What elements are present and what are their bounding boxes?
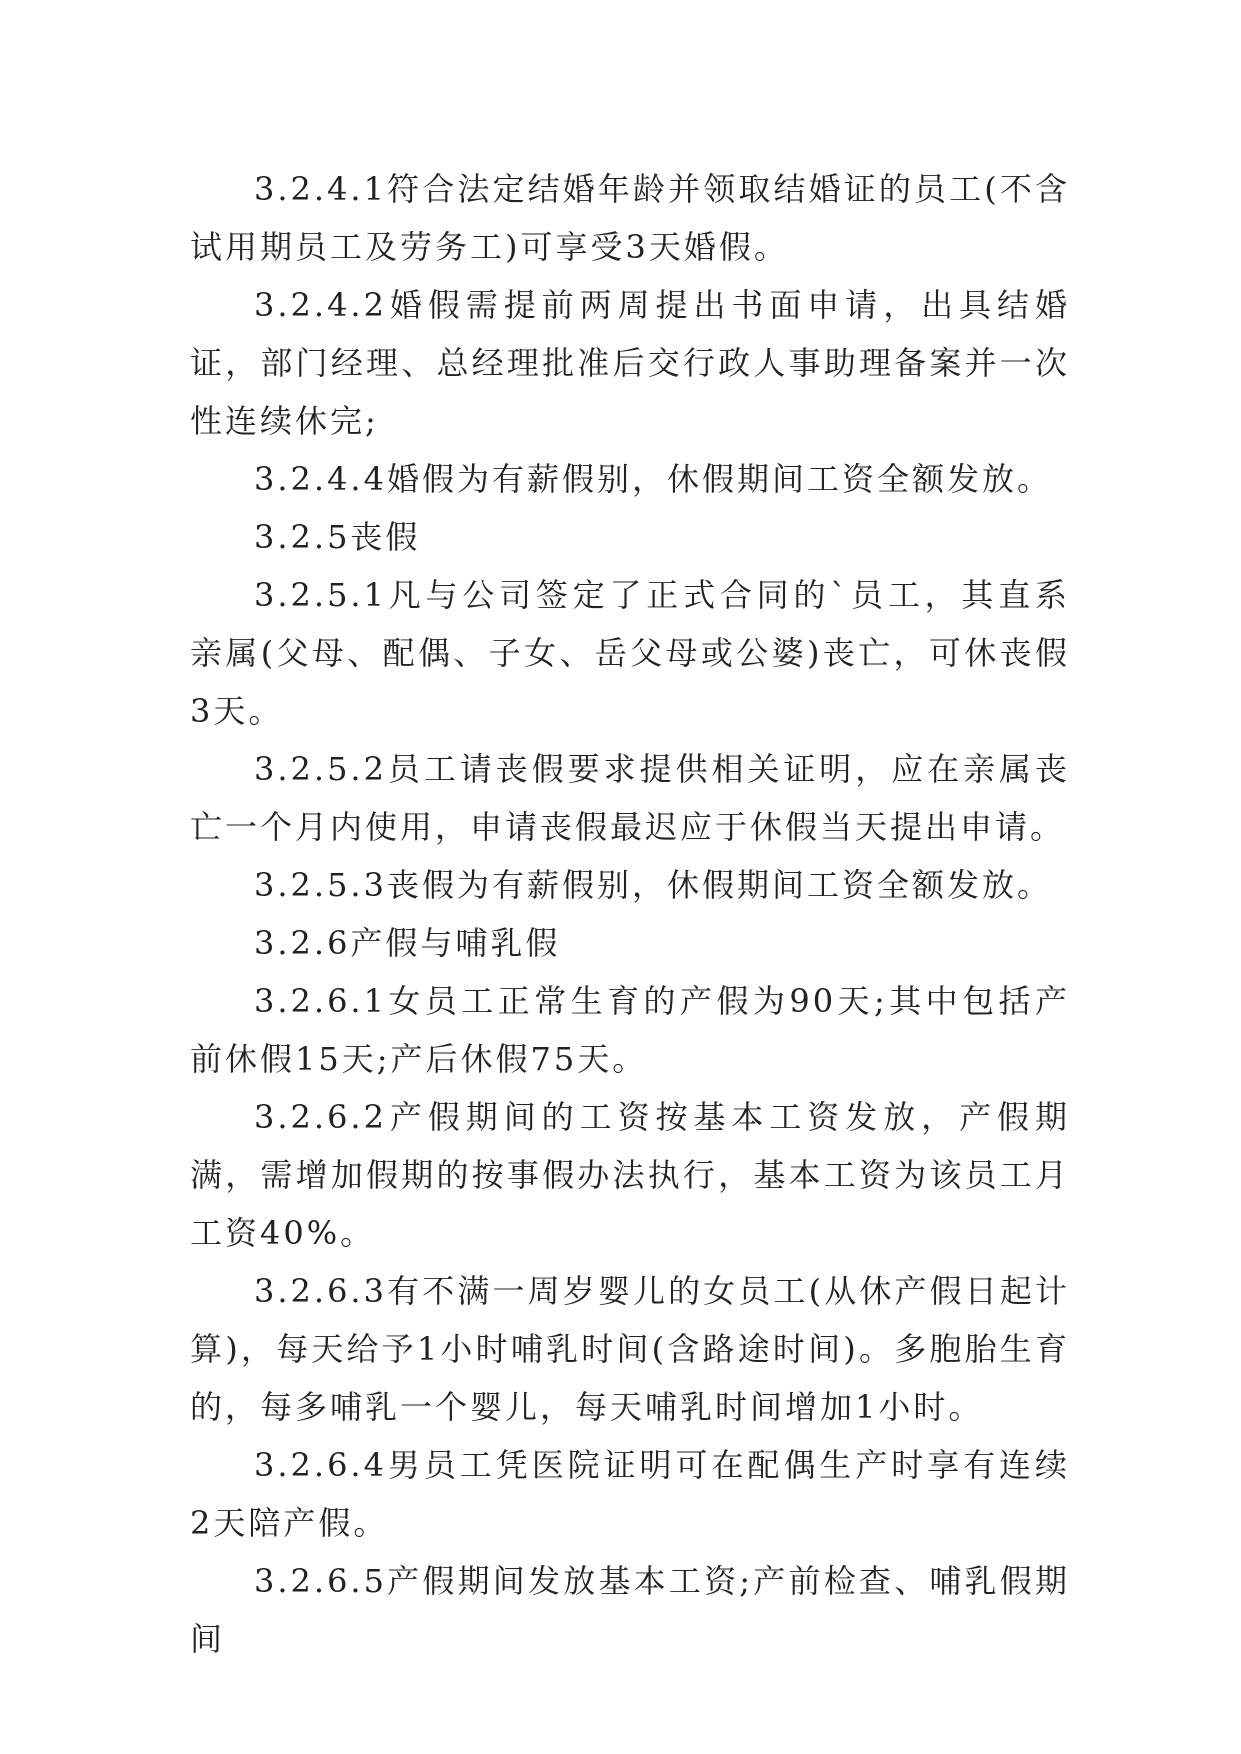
paragraph-3-2-4-2: 3.2.4.2婚假需提前两周提出书面申请，出具结婚证，部门经理、总经理批准后交行政人事助理备案并一次性连续休完; bbox=[190, 286, 1070, 440]
paragraph-3-2-5-3: 3.2.5.3丧假为有薪假别，休假期间工资全额发放。 bbox=[254, 866, 1052, 904]
document-body bbox=[190, 160, 1070, 1668]
paragraph-3-2-6-4: 3.2.6.4男员工凭医院证明可在配偶生产时享有连续2天陪产假。 bbox=[190, 1446, 1070, 1542]
paragraph-3-2-4-1: 3.2.4.1符合法定结婚年龄并领取结婚证的员工(不含试用期员工及劳务工)可享受3天婚假。 bbox=[190, 170, 1070, 266]
paragraph-3-2-6-2: 3.2.6.2产假期间的工资按基本工资发放，产假期满，需增加假期的按事假办法执行，基本工资为该员工月工资40%。 bbox=[190, 1098, 1070, 1252]
paragraph-3-2-6-1: 3.2.6.1女员工正常生育的产假为90天;其中包括产前休假15天;产后休假75天。 bbox=[190, 982, 1070, 1078]
paragraph-3-2-6-3: 3.2.6.3有不满一周岁婴儿的女员工(从休产假日起计算)，每天给予1小时哺乳时间(含路途时间)。多胞胎生育的，每多哺乳一个婴儿，每天哺乳时间增加1小时。 bbox=[190, 1272, 1070, 1426]
section-heading-3-2-5: 3.2.5丧假 bbox=[254, 518, 421, 556]
paragraph-3-2-6-5: 3.2.6.5产假期间发放基本工资;产前检查、哺乳假期间 bbox=[190, 1562, 1070, 1658]
paragraph-3-2-5-2: 3.2.5.2员工请丧假要求提供相关证明，应在亲属丧亡一个月内使用，申请丧假最迟应于休假当天提出申请。 bbox=[190, 750, 1070, 846]
paragraph-3-2-5-1: 3.2.5.1凡与公司签定了正式合同的`员工，其直系亲属(父母、配偶、子女、岳父母或公婆)丧亡，可休丧假3天。 bbox=[190, 576, 1070, 730]
section-heading-3-2-6: 3.2.6产假与哺乳假 bbox=[254, 924, 561, 962]
paragraph-3-2-4-4: 3.2.4.4婚假为有薪假别，休假期间工资全额发放。 bbox=[254, 460, 1052, 498]
